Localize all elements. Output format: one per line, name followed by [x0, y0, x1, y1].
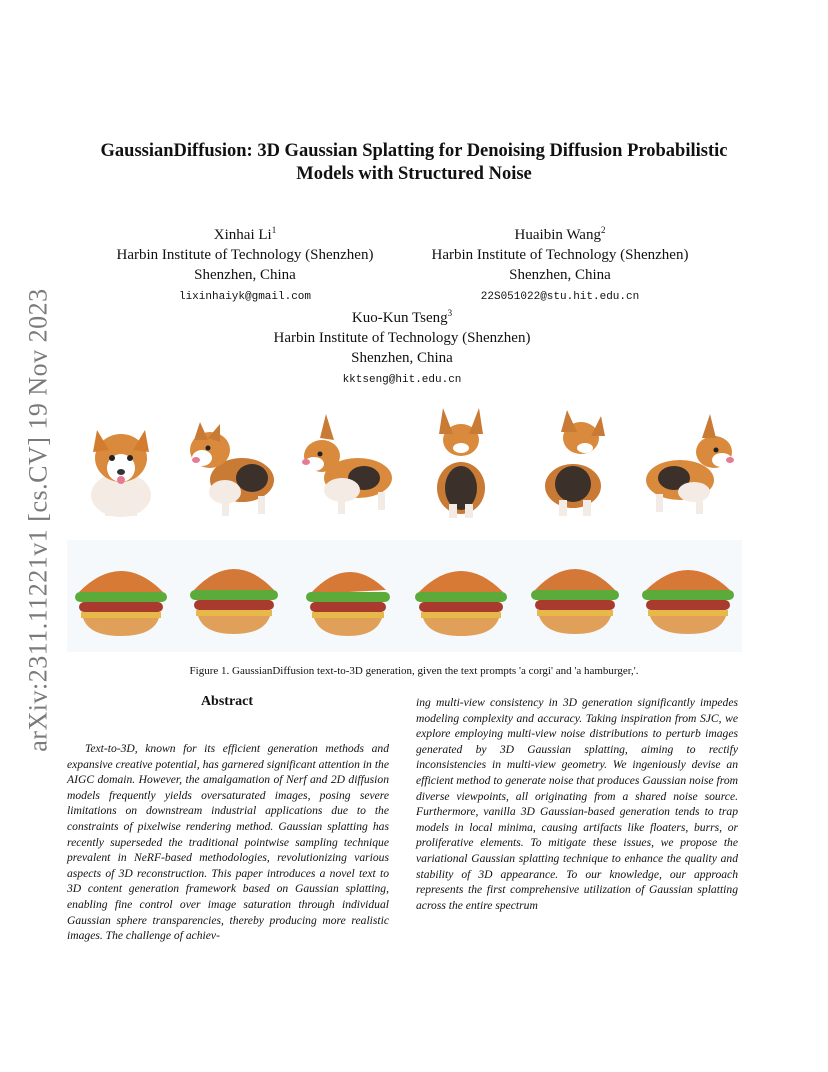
- author-name-line: [410, 220, 710, 245]
- hamburger-image: [67, 540, 175, 652]
- author-affiliation: Harbin Institute of Technology (Shenzhen): [431, 247, 689, 263]
- author-sup: 2: [600, 225, 606, 235]
- author-affiliation: Harbin Institute of Technology (Shenzhen): [116, 247, 374, 263]
- author-affiliation: Harbin Institute of Technology (Shenzhen): [273, 330, 531, 346]
- author-sup: 3: [447, 308, 453, 318]
- author-block-1: [95, 220, 395, 307]
- author-email: kktseng@hit.edu.cn: [342, 374, 462, 386]
- author-email: 22S051022@stu.hit.edu.cn: [480, 291, 640, 303]
- author-name-line: [252, 303, 552, 328]
- figure-caption: Figure 1. GaussianDiffusion text-to-3D generation, given the text prompts 'a corgi' and 'a hamburger,'.: [189, 665, 639, 677]
- corgi-image: [634, 400, 742, 525]
- hamburger-image: [634, 540, 742, 652]
- corgi-image: [294, 400, 402, 525]
- author-name: Huaibin Wang: [514, 227, 601, 243]
- hamburger-image: [180, 540, 288, 652]
- abstract-text-left: Text-to-3D, known for its efficient generation methods and expansive creative potential, has garnered significant attention in the AIGC domain. However, the amalgamation of Nerf and 2D diffusion models frequently yields oversaturated images, posing severe limitations on downstream industrial applications due to the constraints of pixelwise rendering method. Gaussian splatting has recently superseded the traditional pointwise sampling technique prevalent in NeRF-based methodologies, revolutionizing various aspects of 3D reconstruction. This paper introduces a novel text to 3D content generation framework based on Gaussian splatting, enabling fine control over image saturation through individual Gaussian sphere transparencies, thereby producing more realistic images. The challenge of achiev-: [67, 742, 389, 943]
- abstract-text-right: ing multi-view consistency in 3D generation significantly impedes modeling complexity and accuracy. Taking inspiration from SJC, we explore employing multi-view noise distributions to perturb images generated by 3D Gaussian splatting, aiming to rectify inconsistencies in multi-view geometry. We ingeniously devise an efficient method to generate noise that produces Gaussian noise from diverse viewpoints, all originating from a shared noise source. Furthermore, vanilla 3D Gaussian-based generation tends to trap models in local minima, causing artifacts like floaters, burrs, or proliferative elements. To mitigate these issues, we propose the variational Gaussian splatting technique to enhance the quality and stability of 3D appearance. To our knowledge, our approach represents the first comprehensive utilization of Gaussian splatting across the entire spectrum: [416, 696, 738, 912]
- title-line-1: GaussianDiffusion: 3D Gaussian Splatting for Denoising Diffusion Probabilistic: [100, 141, 728, 161]
- paper-title: [60, 140, 768, 186]
- author-location: Shenzhen, China: [509, 267, 611, 283]
- corgi-image: [407, 400, 515, 525]
- corgi-image: [67, 400, 175, 525]
- corgi-image: [180, 400, 288, 525]
- abstract-heading: Abstract: [200, 694, 254, 709]
- corgi-image: [521, 400, 629, 525]
- author-name: Kuo-Kun Tseng: [351, 310, 448, 326]
- author-name-line: [95, 220, 395, 245]
- figure-row-hamburger: [67, 540, 742, 652]
- arxiv-identifier-text: arXiv:2311.11221v1 [cs.CV] 19 Nov 2023: [24, 288, 53, 752]
- author-email: lixinhaiyk@gmail.com: [178, 291, 312, 303]
- figure-row-corgi: [67, 400, 742, 525]
- author-location: Shenzhen, China: [351, 350, 453, 366]
- arxiv-identifier: [20, 280, 58, 760]
- hamburger-image: [521, 540, 629, 652]
- hamburger-image: [407, 540, 515, 652]
- title-line-2: Models with Structured Noise: [296, 164, 532, 184]
- hamburger-image: [294, 540, 402, 652]
- author-block-3: [252, 303, 552, 390]
- author-sup: 1: [271, 225, 277, 235]
- author-name: Xinhai Li: [213, 227, 272, 243]
- author-location: Shenzhen, China: [194, 267, 296, 283]
- author-block-2: [410, 220, 710, 307]
